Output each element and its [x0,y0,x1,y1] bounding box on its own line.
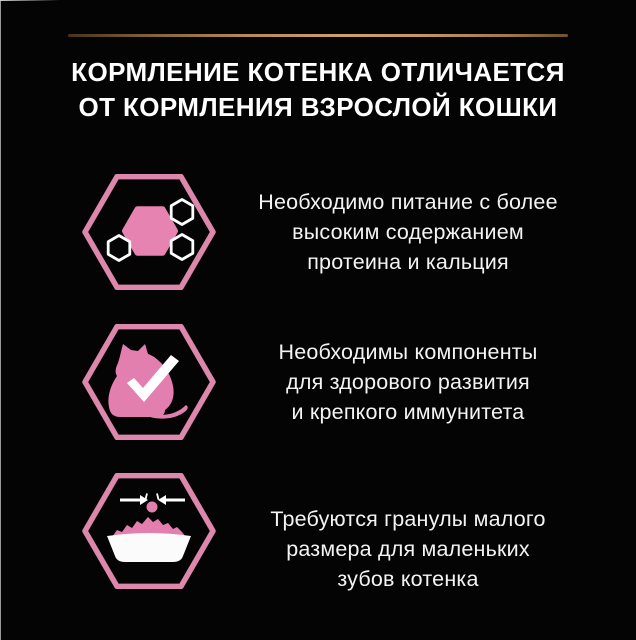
feature-protein-calcium-text [216,187,636,277]
feature-text-line: для здорового развития [286,370,530,394]
feature-small-kibble-text [216,504,636,594]
feature-text-line: зубов котенка [337,567,479,591]
feature-text-line: размера для маленьких [286,537,530,561]
feature-protein-calcium [0,157,636,307]
feature-text-line: Требуются гранулы малого [270,507,546,531]
kitten-check-icon [82,324,216,440]
kibble-bowl-icon-svg [82,473,216,589]
kitten-check-icon-svg [82,324,216,440]
feature-text-line: Необходимы компоненты [278,340,538,364]
feature-healthy-development [0,307,636,457]
feature-text-line: Необходимо питание с более [258,190,558,214]
molecule-hexagon-icon [82,174,216,290]
title-line-2: ОТ КОРМЛЕНИЯ ВЗРОСЛОЙ КОШКИ [78,92,558,122]
page-title [0,55,636,125]
feature-healthy-development-text [216,337,636,427]
feature-text-line: высоким содержанием [292,220,524,244]
gold-divider [68,34,568,37]
feature-text-line: и крепкого иммунитета [291,400,525,424]
molecule-hexagon-icon-svg [82,174,216,290]
feature-small-kibble [0,456,636,606]
kibble-bowl-icon [82,473,216,589]
title-line-1: КОРМЛЕНИЕ КОТЕНКА ОТЛИЧАЕТСЯ [71,57,565,87]
feature-text-line: протеина и кальция [307,250,509,274]
